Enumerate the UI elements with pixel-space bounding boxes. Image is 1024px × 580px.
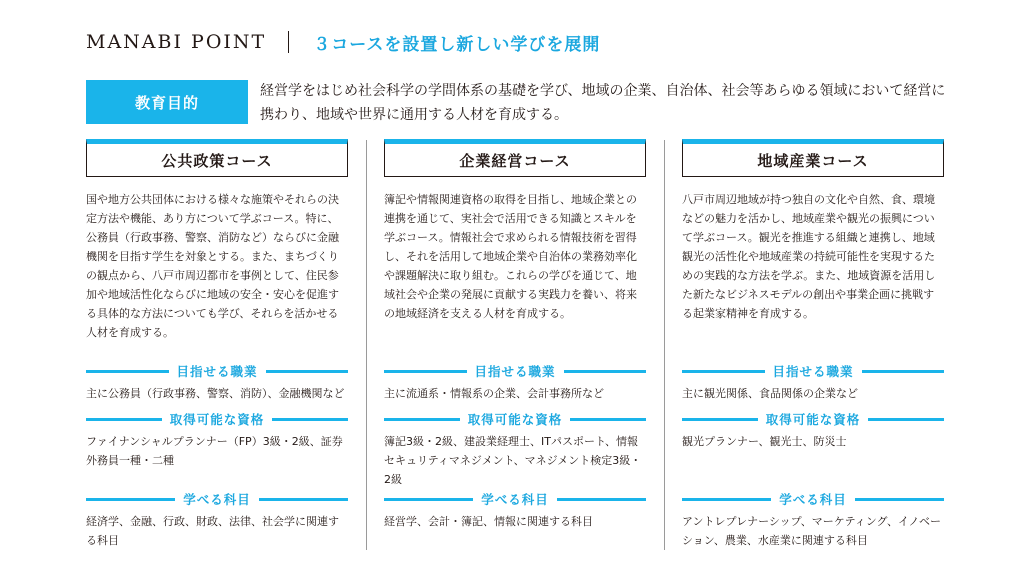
subjects-text: アントレプレナーシップ、マーケティング、イノベーション、農業、水産業に関連する科目: [682, 515, 941, 547]
subjects-heading: 学べる科目: [86, 490, 348, 508]
page-tagline: ３コースを設置し新しい学びを展開: [313, 34, 601, 55]
purpose-label: 教育目的: [86, 80, 248, 124]
careers-text: 主に公務員（行政事務、警察、消防）、金融機関など: [86, 387, 345, 400]
qualifications-text: ファイナンシャルプランナー（FP）3級・2級、証券外務員一種・二種: [86, 435, 343, 467]
course-title: 公共政策コース: [86, 139, 348, 177]
course-card-business-management: [384, 139, 646, 531]
course-card-regional-industry: [682, 139, 944, 550]
qualifications-text: 観光プランナー、観光士、防災士: [682, 435, 847, 448]
qualifications-heading: 取得可能な資格: [682, 410, 944, 428]
course-description: 国や地方公共団体における様々な施策やそれらの決定方法や機能、あり方について学ぶコース。特に、公務員（行政事務、警察、消防など）ならびに金融機関を目指す学生を対象とする。また、まちづくりの観点から、八戸市周辺都市を事例として、住民参加や地域活性化ならびに地域の安全・安心を促進する具体的な方法についても学び、それらを活かせる人材を育成する。: [86, 193, 339, 339]
qualifications-heading: 取得可能な資格: [384, 410, 646, 428]
header-divider: [288, 31, 289, 53]
course-card-public-policy: [86, 139, 348, 550]
education-purpose: [86, 79, 952, 127]
column-divider: [366, 140, 367, 550]
careers-heading: 目指せる職業: [86, 362, 348, 380]
qualifications-text: 簿記3級・2級、建設業経理士、ITパスポート、情報セキュリティマネジメント、マネジメント検定3級・2級: [384, 435, 642, 486]
brand-logo-text: MANABI POINT: [86, 31, 267, 53]
page-header: [86, 28, 600, 56]
careers-text: 主に流通系・情報系の企業、会計事務所など: [384, 387, 604, 400]
careers-heading: 目指せる職業: [384, 362, 646, 380]
purpose-text: 経営学をはじめ社会科学の学問体系の基礎を学び、地域の企業、自治体、社会等あらゆる領域において経営に携わり、地域や世界に通用する人材を育成する。: [260, 83, 946, 123]
careers-heading: 目指せる職業: [682, 362, 944, 380]
course-description: 八戸市周辺地域が持つ独自の文化や自然、食、環境などの魅力を活かし、地域産業や観光の振興について学ぶコース。観光を推進する組織と連携し、地域観光の活性化や地域産業の持続可能性を実現するための実践的な方法を学ぶ。また、地域資源を活用した新たなビジネスモデルの創出や事業企画に挑戦する起業家精神を育成する。: [682, 193, 936, 320]
column-divider: [664, 140, 665, 550]
careers-text: 主に観光関係、食品関係の企業など: [682, 387, 858, 400]
qualifications-heading: 取得可能な資格: [86, 410, 348, 428]
course-title: 地域産業コース: [682, 139, 944, 177]
course-description: 簿記や情報関連資格の取得を目指し、地域企業との連携を通じて、実社会で活用できる知識とスキルを学ぶコース。情報社会で求められる情報技術を習得し、それを活用して地域企業や自治体の業務効率化や課題解決に取り組む。これらの学びを通じて、地域社会や企業の発展に貢献する実践力を養い、将来の地域経済を支える人材を育成する。: [384, 193, 637, 320]
subjects-heading: 学べる科目: [384, 490, 646, 508]
subjects-text: 経営学、会計・簿記、情報に関連する科目: [384, 515, 593, 528]
course-title: 企業経営コース: [384, 139, 646, 177]
subjects-text: 経済学、金融、行政、財政、法律、社会学に関連する科目: [86, 515, 339, 547]
subjects-heading: 学べる科目: [682, 490, 944, 508]
